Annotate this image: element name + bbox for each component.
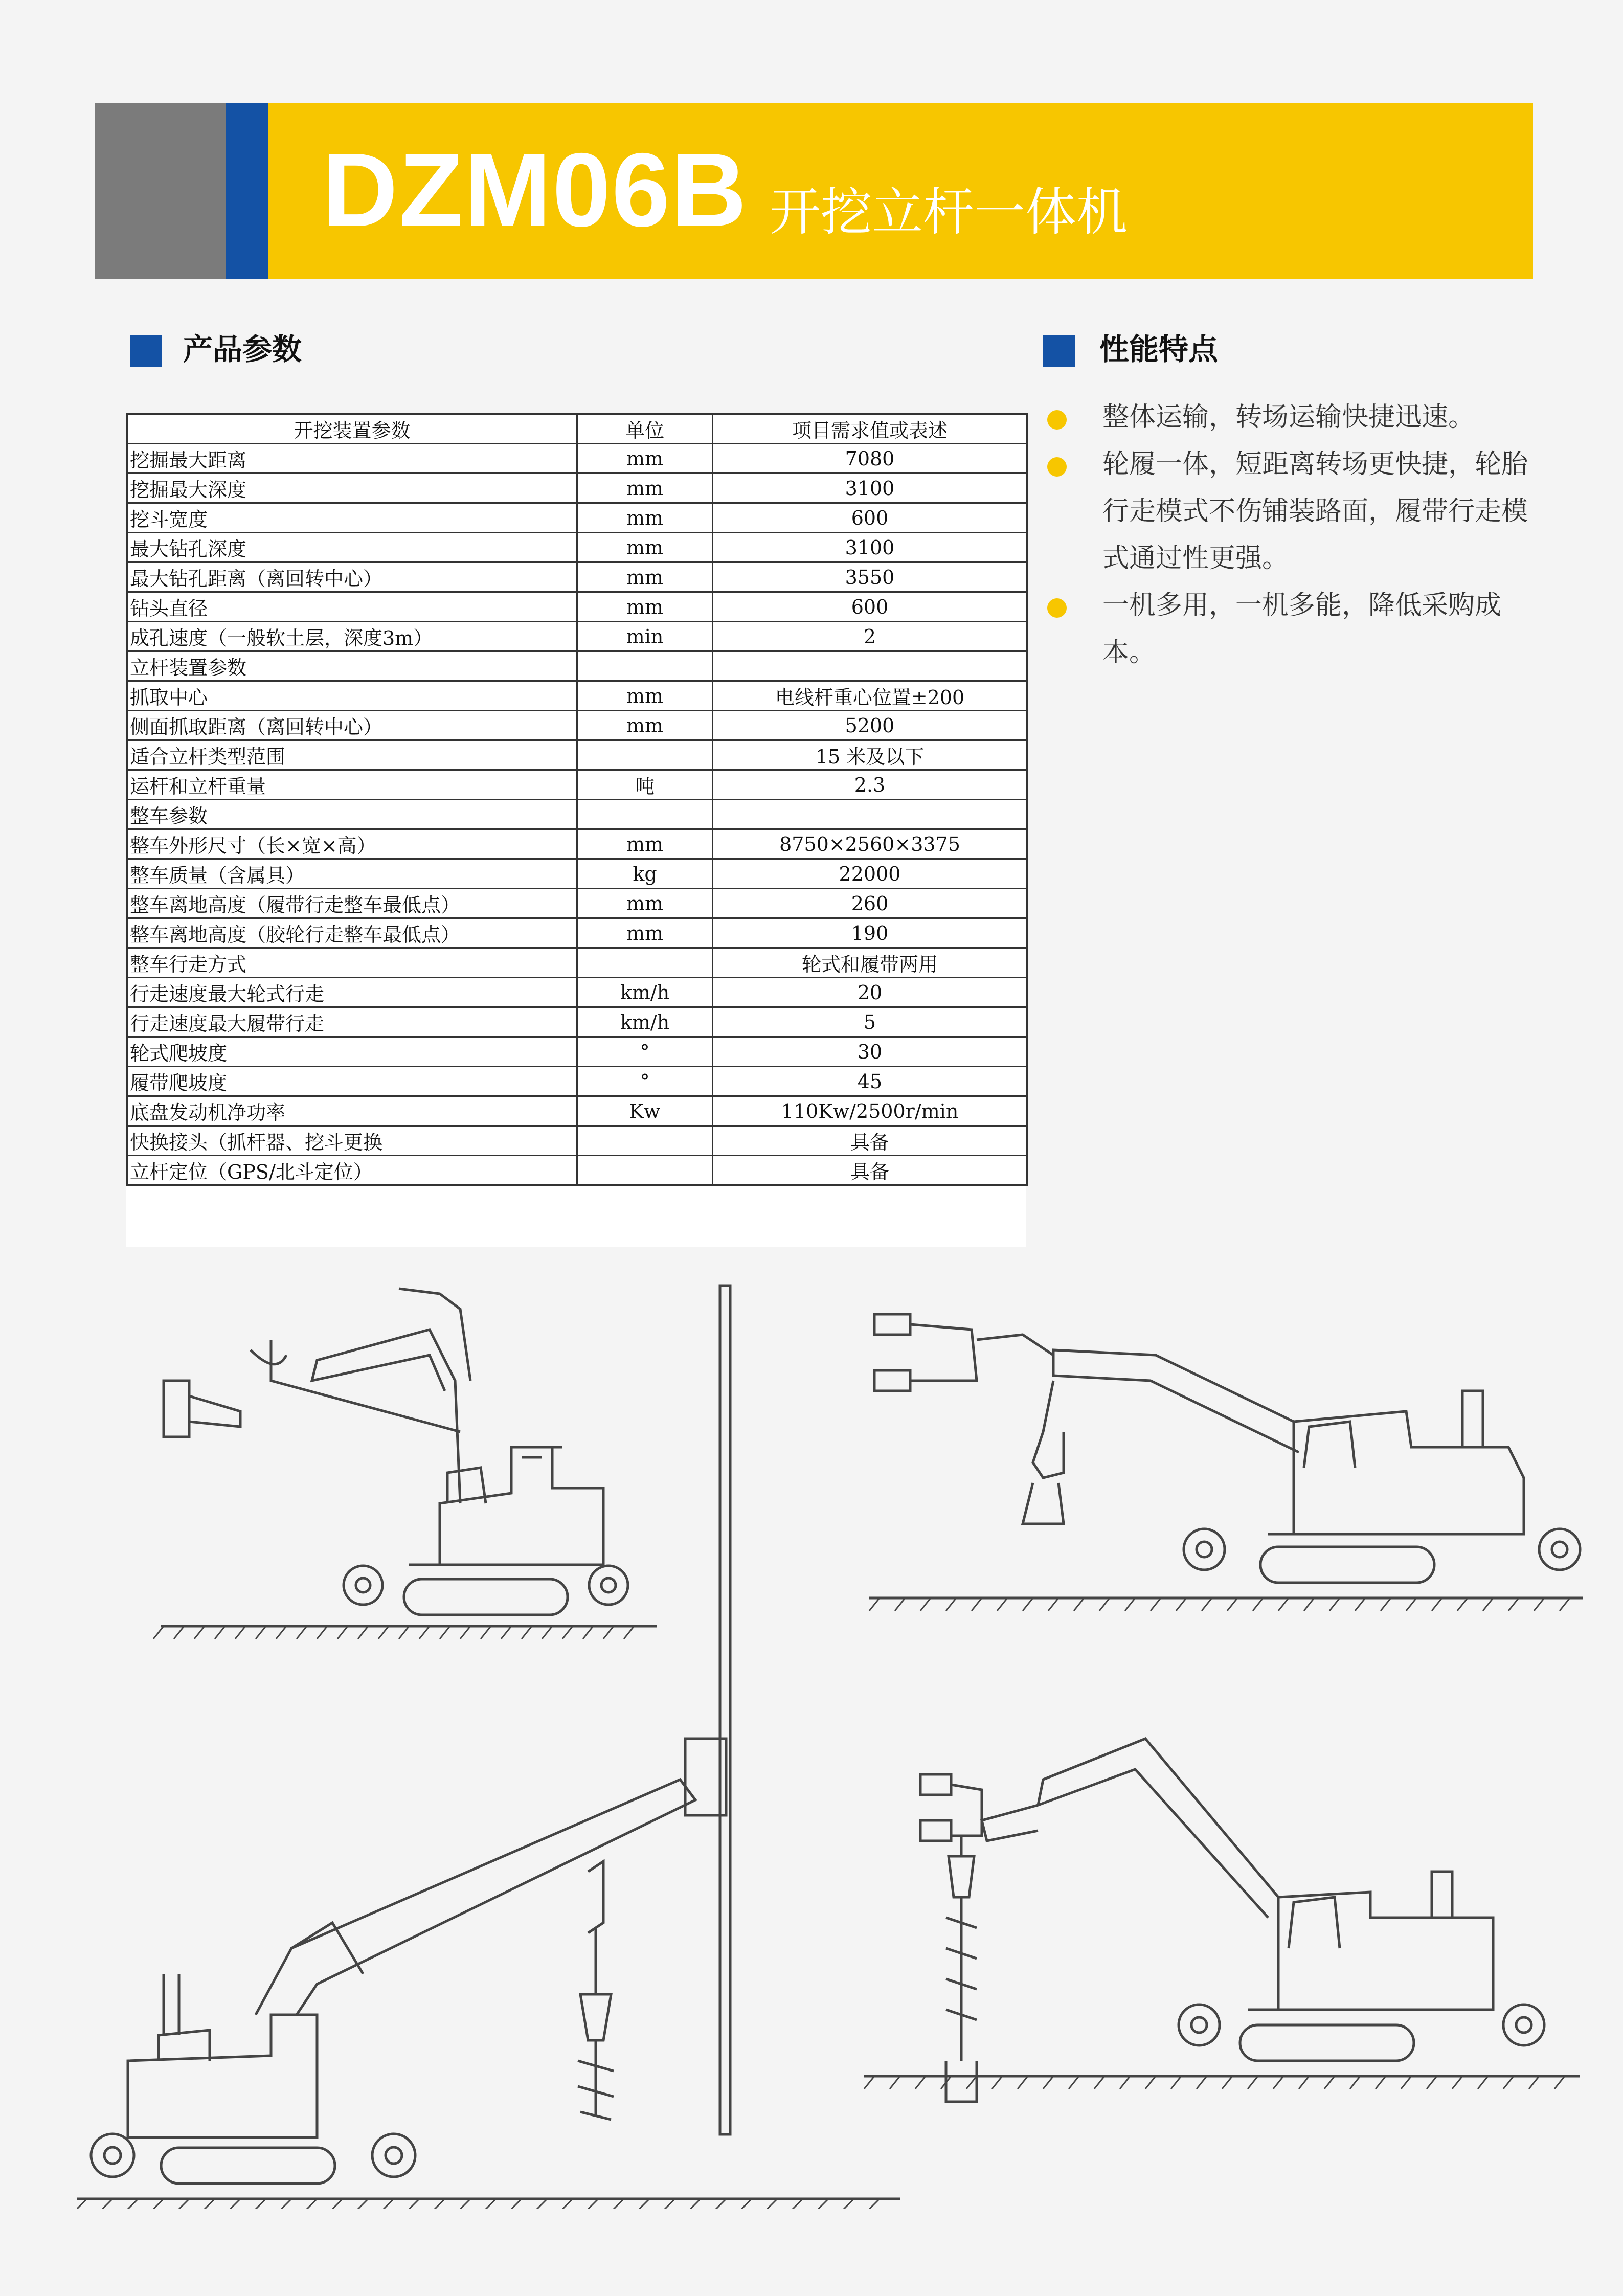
spec-cell-value: 具备 [713, 1126, 1027, 1156]
params-section-marker [130, 335, 162, 367]
spec-cell-unit: km/h [577, 1007, 713, 1037]
spec-cell-unit: 吨 [577, 770, 713, 800]
spec-cell-unit: mm [577, 592, 713, 622]
spec-cell-unit [577, 740, 713, 770]
spec-cell-value: 3550 [713, 562, 1027, 592]
spec-table-row [127, 978, 1027, 1007]
spec-cell-param: 轮式爬坡度 [127, 1037, 577, 1067]
spec-cell-unit: mm [577, 889, 713, 918]
spec-cell-param: 整车参数 [127, 800, 577, 829]
spec-cell-value: 30 [713, 1037, 1027, 1067]
bullet-dot-icon [1047, 410, 1067, 430]
spec-table-row [127, 622, 1027, 651]
spec-table-row [127, 1126, 1027, 1156]
spec-table-row [127, 800, 1027, 829]
spec-cell-param: 立杆装置参数 [127, 651, 577, 681]
spec-cell-unit: mm [577, 533, 713, 562]
spec-cell-param: 整车质量（含属具） [127, 859, 577, 889]
spec-cell-param: 最大钻孔距离（离回转中心） [127, 562, 577, 592]
spec-table [126, 413, 1028, 1186]
spec-cell-value: 8750×2560×3375 [713, 829, 1027, 859]
spec-table-row [127, 474, 1027, 503]
spec-cell-unit [577, 948, 713, 978]
params-section-title: 产品参数 [183, 332, 302, 367]
spec-cell-unit: mm [577, 444, 713, 474]
spec-cell-value: 20 [713, 978, 1027, 1007]
spec-cell-unit: mm [577, 681, 713, 711]
spec-cell-value: 45 [713, 1067, 1027, 1096]
spec-table-header [127, 414, 1027, 444]
spec-table-row [127, 918, 1027, 948]
features-list [1043, 394, 1534, 676]
spec-cell-unit: mm [577, 503, 713, 533]
header-blue-stripe [226, 103, 268, 279]
machine-drawing-transport [153, 1278, 665, 1641]
spec-cell-param: 底盘发动机净功率 [127, 1096, 577, 1126]
spec-table-row [127, 533, 1027, 562]
spec-cell-param: 行走速度最大履带行走 [127, 1007, 577, 1037]
spec-cell-unit: km/h [577, 978, 713, 1007]
spec-cell-value: 190 [713, 918, 1027, 948]
spec-cell-param: 挖掘最大距离 [127, 444, 577, 474]
spec-cell-param: 运杆和立杆重量 [127, 770, 577, 800]
spec-cell-unit: mm [577, 711, 713, 740]
spec-cell-param: 整车离地高度（履带行走整车最低点） [127, 889, 577, 918]
spec-table-row [127, 1007, 1027, 1037]
spec-cell-value: 电线杆重心位置±200 [713, 681, 1027, 711]
spec-cell-unit: mm [577, 562, 713, 592]
feature-item [1043, 441, 1534, 582]
header-gray-block [95, 103, 226, 279]
spec-cell-param: 挖斗宽度 [127, 503, 577, 533]
spec-cell-value: 具备 [713, 1156, 1027, 1185]
spec-table-row [127, 1096, 1027, 1126]
feature-item [1043, 582, 1534, 676]
spec-cell-param: 整车离地高度（胶轮行走整车最低点） [127, 918, 577, 948]
spec-cell-unit: mm [577, 829, 713, 859]
spec-table-row [127, 711, 1027, 740]
spec-cell-value: 5200 [713, 711, 1027, 740]
features-section-marker [1043, 335, 1075, 367]
spec-cell-unit: mm [577, 918, 713, 948]
spec-table-row [127, 562, 1027, 592]
spec-table-row [127, 1037, 1027, 1067]
spec-cell-unit [577, 1156, 713, 1185]
header-cell-param: 开挖装置参数 [127, 414, 577, 444]
spec-cell-value: 7080 [713, 444, 1027, 474]
feature-text: 轮履一体，短距离转场更快捷，轮胎行走模式不伤铺装路面，履带行走模式通过性更强。 [1102, 449, 1528, 574]
spec-cell-param: 成孔速度（一般软土层，深度3m） [127, 622, 577, 651]
spec-table-row [127, 1067, 1027, 1096]
features-section-title: 性能特点 [1099, 332, 1219, 367]
header-cell-value: 项目需求值或表述 [713, 414, 1027, 444]
spec-cell-value: 110Kw/2500r/min [713, 1096, 1027, 1126]
spec-cell-value: 2 [713, 622, 1027, 651]
spec-cell-value [713, 800, 1027, 829]
spec-cell-value: 15 米及以下 [713, 740, 1027, 770]
spec-table-row [127, 740, 1027, 770]
model-title: DZM06B [322, 131, 748, 249]
spec-cell-param: 抓取中心 [127, 681, 577, 711]
spec-table-row [127, 681, 1027, 711]
spec-table-row [127, 592, 1027, 622]
spec-cell-value: 22000 [713, 859, 1027, 889]
spec-table-row [127, 889, 1027, 918]
model-subtitle: 开挖立杆一体机 [770, 182, 1128, 242]
spec-table-row [127, 651, 1027, 681]
spec-cell-value: 3100 [713, 474, 1027, 503]
spec-cell-value: 轮式和履带两用 [713, 948, 1027, 978]
spec-table-row [127, 1156, 1027, 1185]
spec-cell-value: 260 [713, 889, 1027, 918]
spec-cell-unit: min [577, 622, 713, 651]
spec-cell-unit: mm [577, 474, 713, 503]
spec-cell-unit: Kw [577, 1096, 713, 1126]
spec-cell-value: 600 [713, 503, 1027, 533]
spec-table-row [127, 503, 1027, 533]
spec-cell-param: 快换接头（抓杆器、挖斗更换 [127, 1126, 577, 1156]
spec-table-row [127, 829, 1027, 859]
spec-cell-param: 侧面抓取距离（离回转中心） [127, 711, 577, 740]
spec-cell-unit [577, 651, 713, 681]
spec-cell-param: 最大钻孔深度 [127, 533, 577, 562]
spec-table-row [127, 859, 1027, 889]
spec-cell-unit: ° [577, 1037, 713, 1067]
spec-cell-param: 挖掘最大深度 [127, 474, 577, 503]
spec-cell-param: 立杆定位（GPS/北斗定位） [127, 1156, 577, 1185]
feature-item [1043, 394, 1534, 441]
spec-cell-value [713, 651, 1027, 681]
spec-cell-value: 3100 [713, 533, 1027, 562]
spec-cell-param: 履带爬坡度 [127, 1067, 577, 1096]
feature-text: 整体运输，转场运输快捷迅速。 [1102, 402, 1475, 433]
spec-cell-value: 2.3 [713, 770, 1027, 800]
spec-cell-param: 钻头直径 [127, 592, 577, 622]
spec-cell-unit: ° [577, 1067, 713, 1096]
machine-drawing-drilling [859, 1703, 1585, 2122]
spec-table-row [127, 948, 1027, 978]
header-cell-unit: 单位 [577, 414, 713, 444]
spec-cell-unit: kg [577, 859, 713, 889]
bullet-dot-icon [1047, 598, 1067, 618]
spec-cell-value: 5 [713, 1007, 1027, 1037]
spec-cell-unit [577, 1126, 713, 1156]
spec-cell-param: 整车外形尺寸（长×宽×高） [127, 829, 577, 859]
bullet-dot-icon [1047, 457, 1067, 477]
spec-table-row [127, 444, 1027, 474]
spec-cell-param: 整车行走方式 [127, 948, 577, 978]
machine-drawing-pole-raising [77, 1708, 905, 2209]
machine-drawing-grab-mode [859, 1299, 1590, 1621]
spec-cell-unit [577, 800, 713, 829]
spec-cell-param: 适合立杆类型范围 [127, 740, 577, 770]
feature-text: 一机多用，一机多能，降低采购成本。 [1102, 590, 1502, 668]
spec-table-panel [126, 413, 1026, 1247]
spec-cell-param: 行走速度最大轮式行走 [127, 978, 577, 1007]
spec-cell-value: 600 [713, 592, 1027, 622]
spec-table-row [127, 770, 1027, 800]
